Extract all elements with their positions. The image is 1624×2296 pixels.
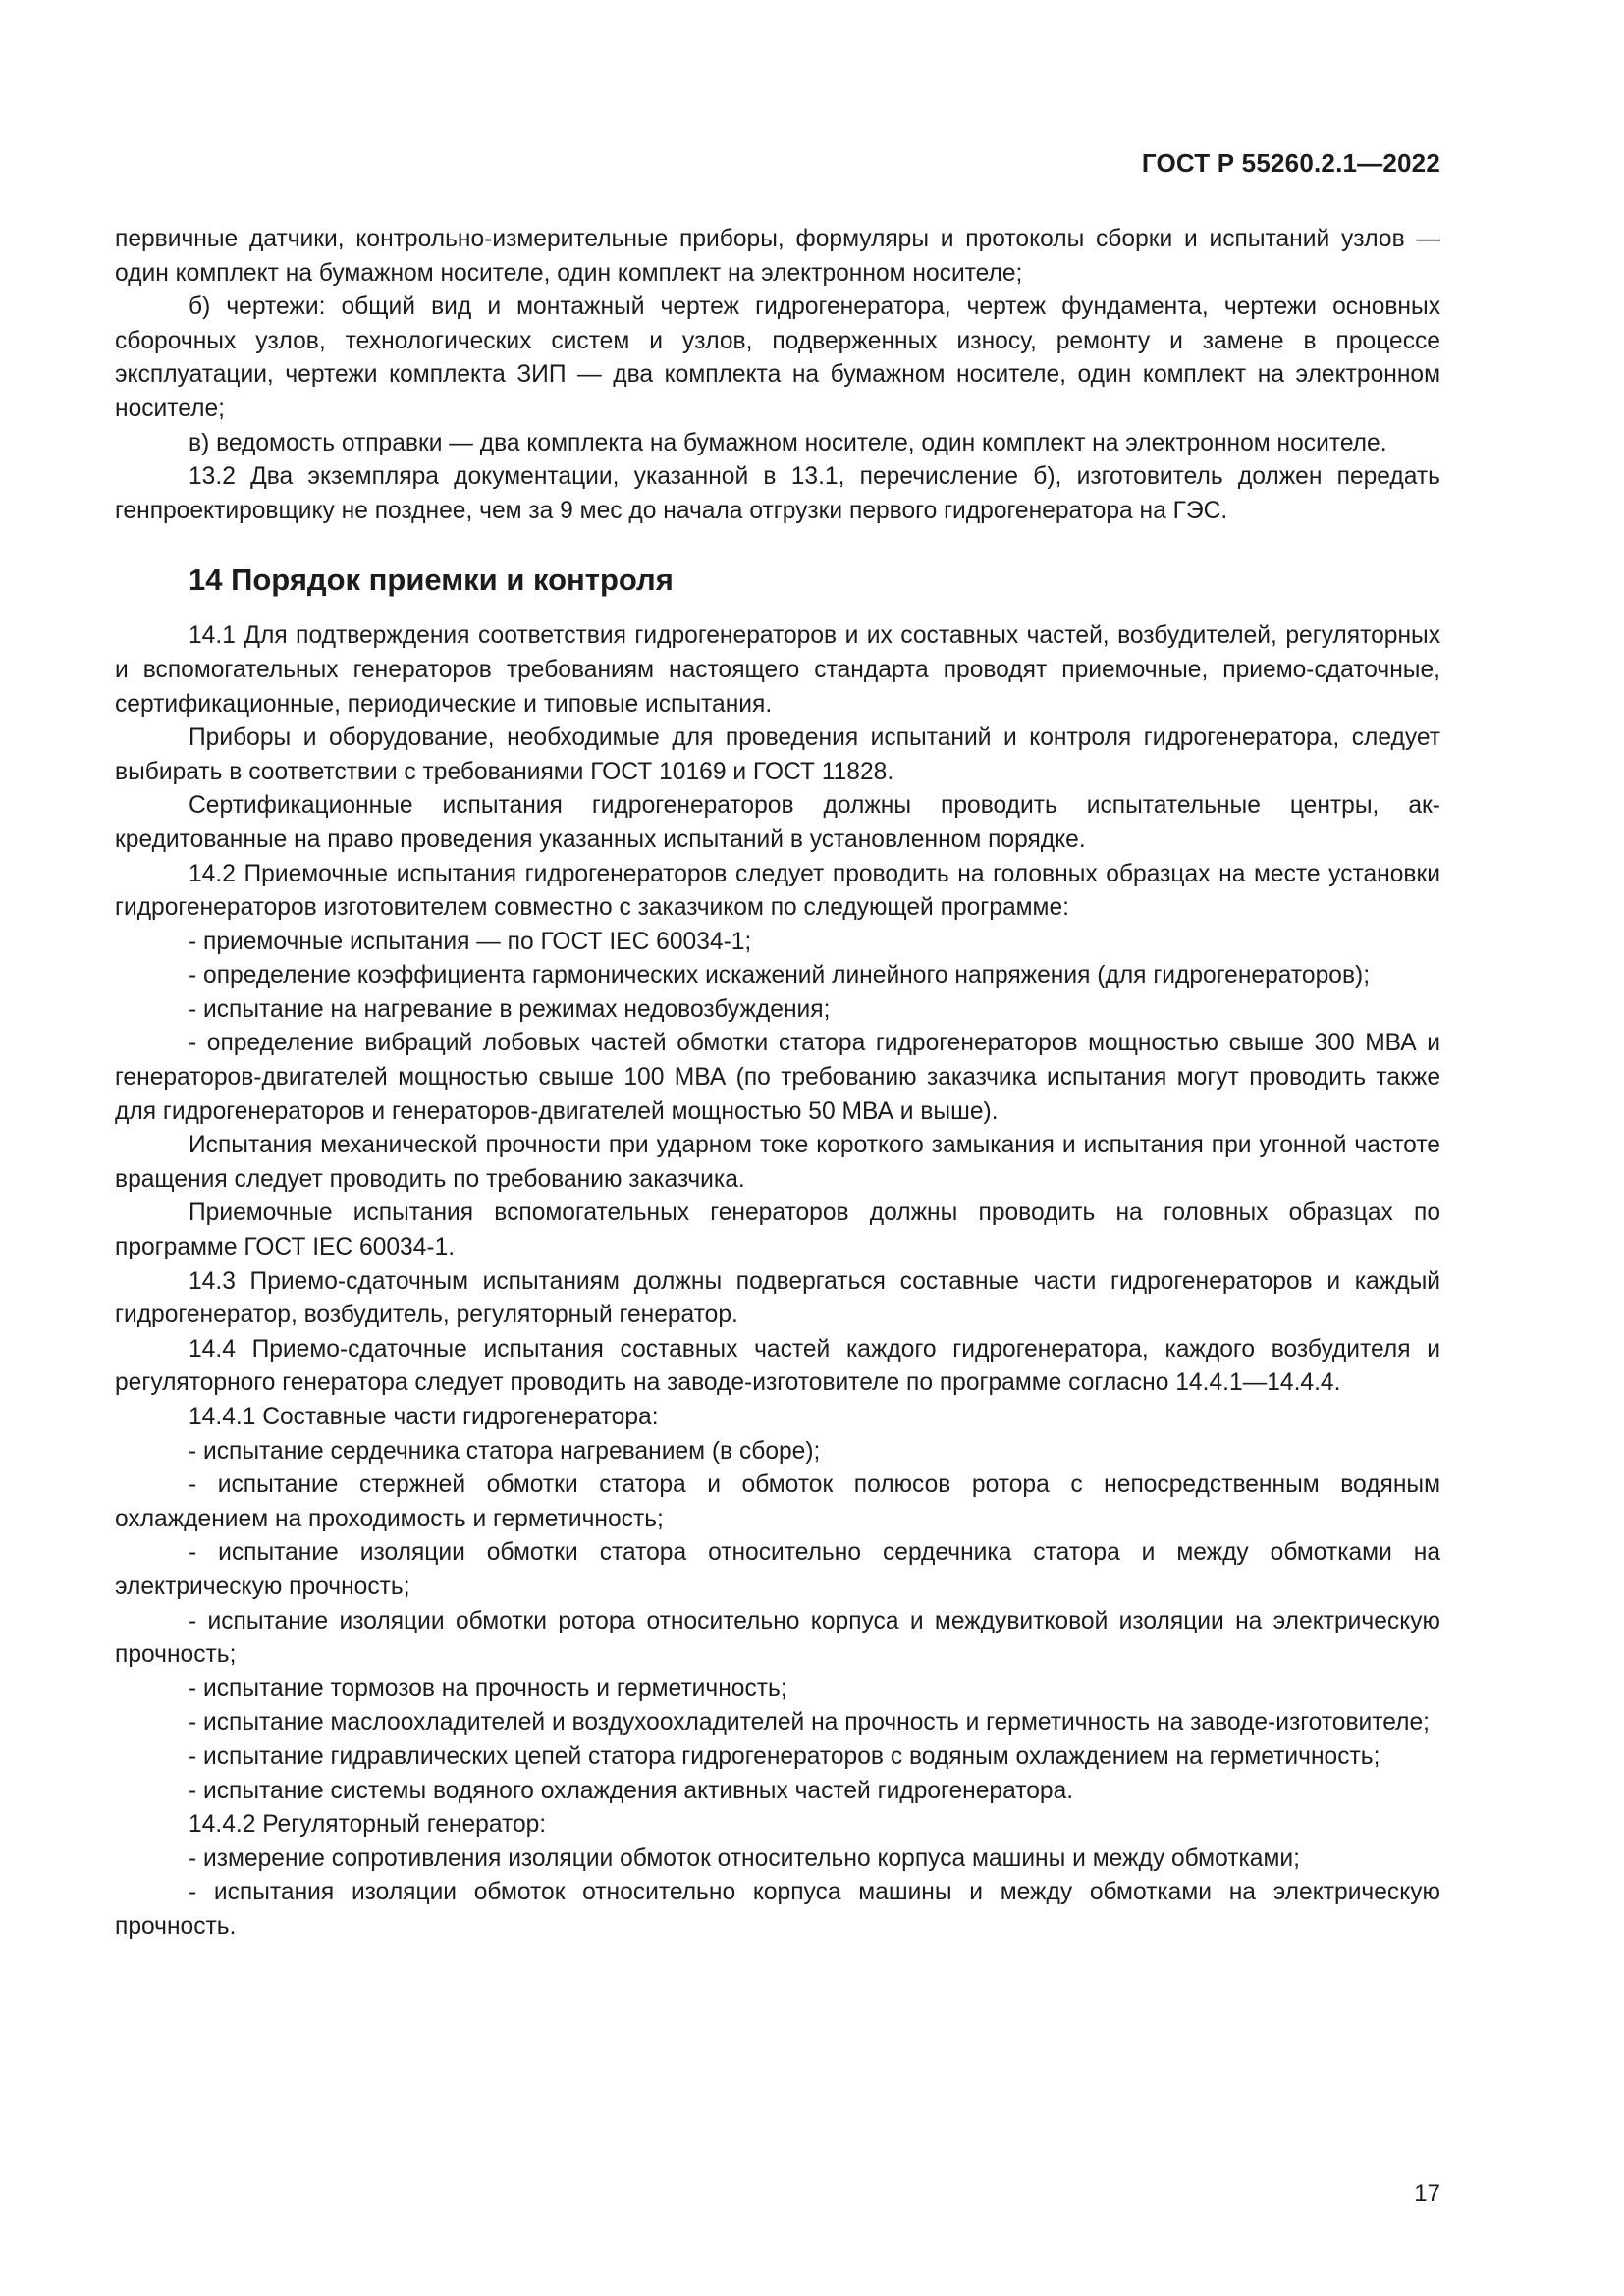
list-item: - испытание сердечника статора нагреванием (в сборе); — [189, 1437, 821, 1465]
document-body — [115, 223, 1440, 1945]
paragraph-14-3: 14.3 Приемо-сдаточным испытаниям должны подвергаться составные части гидрогенераторов и каждый гидрогенератор, возбудитель, регуляторный генератор. — [115, 1267, 1440, 1329]
paragraph-mechanical-tests: Испытания механической прочности при ударном токе короткого замыкания и испытания при угонной частоте вращения следует проводить по требованию заказчика. — [115, 1132, 1440, 1193]
list-item: - испытание гидравлических цепей статора гидрогенераторов с водяным охлаждением на герметичность; — [189, 1742, 1380, 1770]
list-item: - определение коэффициента гармонических искажений линейного напряжения (для гидрогенераторов); — [189, 962, 1371, 989]
paragraph-14-2: 14.2 Приемочные испытания гидрогенераторов следует проводить на головных образцах на месте установки гидрогенераторов изготовителем совместно с заказчиком по следующей программе: — [115, 860, 1440, 922]
paragraph-13-2: 13.2 Два экземпляра документации, указанной в 13.1, перечисление б), изготовитель должен передать генпроектировщику не позднее, чем за 9 мес до начала отгрузки первого гидрогенератора на ГЭС. — [115, 463, 1440, 524]
paragraph-continuation: первичные датчики, контрольно-измерительные приборы, формуляры и протоколы сборки и испытаний узлов — один комплект на бумажном носителе, один комплект на электронном носителе; — [115, 226, 1440, 287]
document-code-header: ГОСТ Р 55260.2.1—2022 — [1141, 148, 1440, 178]
paragraph-14-1: 14.1 Для подтверждения соответствия гидрогенераторов и их составных частей, возбудителей, регуляторных и вспомогательных генераторов требованиям настоящего стандарта проводят приемочные, приемо-сдаточные, сертификационные, периодические и типовые испытания. — [115, 622, 1440, 718]
list-item: - испытания изоляции обмоток относительно корпуса машины и между обмотками на электрическую прочность. — [115, 1879, 1440, 1940]
list-item: - испытание тормозов на прочность и герметичность; — [189, 1675, 787, 1702]
page-number: 17 — [1414, 2180, 1440, 2207]
paragraph-14-4: 14.4 Приемо-сдаточные испытания составных частей каждого гидрогенератора, каждого возбудителя и регуляторного генератора следует проводить на заводе-изготовителе по программе согласно 14.4.1—14.4.4. — [115, 1335, 1440, 1397]
paragraph-14-4-1: 14.4.1 Составные части гидрогенератора: — [189, 1404, 659, 1430]
list-item: - испытание стержней обмотки статора и обмоток полюсов ротора с непосредственным водяным охлаждением на проходимость и герметичность; — [115, 1471, 1440, 1532]
section-heading-14: 14 Порядок приемки и контроля — [189, 562, 674, 598]
list-item: - измерение сопротивления изоляции обмоток относительно корпуса машины и между обмотками; — [189, 1844, 1300, 1872]
list-item: - определение вибраций лобовых частей обмотки статора гидрогенераторов мощностью свыше 300 МВА и генераторов-двигателей мощностью свыше 100 МВА (по требованию заказчика испытания могут проводить также для гидрогенераторов и генераторов-двигателей мощностью 50 МВА и выше). — [115, 1030, 1440, 1125]
list-item: - испытание маслоохладителей и воздухоохладителей на прочность и герметичность на заводе-изготовителе; — [189, 1709, 1430, 1736]
list-item: - приемочные испытания — по ГОСТ IEC 60034-1; — [189, 928, 752, 955]
list-item: - испытание на нагревание в режимах недовозбуждения; — [189, 995, 831, 1023]
paragraph-auxiliary-generators: Приемочные испытания вспомогательных генераторов должны проводить на головных образцах по программе ГОСТ IEC 60034-1. — [115, 1200, 1440, 1261]
paragraph-certification: Сертификационные испытания гидрогенераторов должны проводить испытательные центры, аккредитованные на право проведения указанных испытаний в установленном порядке. — [115, 792, 1440, 853]
paragraph-instruments: Приборы и оборудование, необходимые для проведения испытаний и контроля гидрогенератора, следует выбирать в соответствии с требованиями ГОСТ 10169 и ГОСТ 11828. — [115, 724, 1440, 785]
paragraph-shipping-list: в) ведомость отправки — два комплекта на бумажном носителе, один комплект на электронном носителе. — [189, 429, 1387, 456]
list-item: - испытание изоляции обмотки статора относительно сердечника статора и между обмотками на электрическую прочность; — [115, 1539, 1440, 1600]
paragraph-14-4-2: 14.4.2 Регуляторный генератор: — [189, 1811, 547, 1839]
list-item: - испытание системы водяного охлаждения активных частей гидрогенератора. — [189, 1777, 1074, 1804]
list-item: - испытание изоляции обмотки ротора относительно корпуса и междувитковой изоляции на электрическую прочность; — [115, 1607, 1440, 1669]
paragraph-drawings: б) чертежи: общий вид и монтажный чертеж гидрогенератора, чертеж фундамента, чертежи основных сборочных узлов, технологических систем и узлов, подверженных износу, ремонту и замене в процессе эксплуатации, чертежи комплекта ЗИП — два комплекта на бумажном носителе, один комплект на электронном носителе; — [115, 294, 1440, 422]
